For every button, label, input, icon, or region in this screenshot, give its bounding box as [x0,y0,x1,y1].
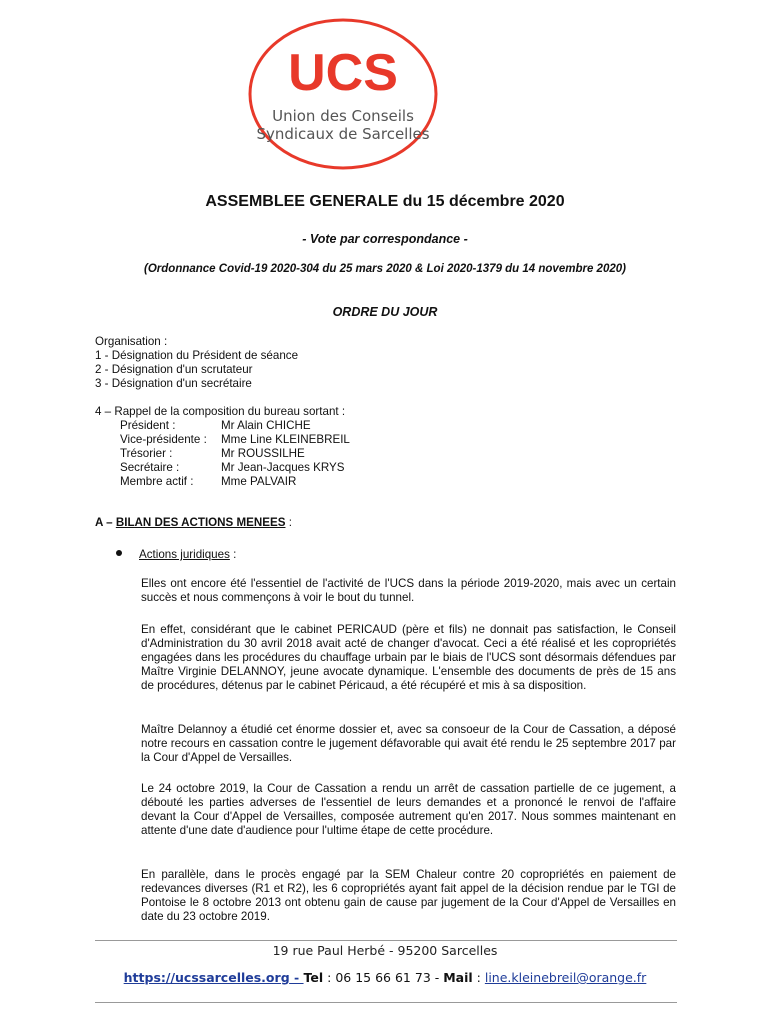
bureau-row [120,461,345,475]
email-link[interactable]: line.kleinebreil@orange.fr [484,970,647,985]
organisation-item: 3 - Désignation d'un secrétaire [95,377,252,390]
bureau-role: Membre actif : [120,475,194,488]
logo-line-1: Union des Conseils [272,107,414,125]
bureau-row [120,419,311,433]
logo-line-2: Syndicaux de Sarcelles [256,125,430,143]
organisation-item: 1 - Désignation du Président de séance [95,349,299,362]
bureau-role: Trésorier : [120,447,173,460]
bureau-row [120,475,296,489]
footer-bottom-divider [95,1002,677,1003]
tel-value: : 06 15 66 61 73 - [323,970,444,985]
bureau-role: Vice-présidente : [120,433,207,446]
website-separator: - [289,970,304,985]
mail-label: Mail [443,970,473,985]
bureau-member: Mr Jean-Jacques KRYS [221,461,345,474]
footer-address: 19 rue Paul Herbé - 95200 Sarcelles [272,943,498,958]
mail-separator: : [472,970,485,985]
bureau-member: Mr Alain CHICHE [221,419,311,432]
tel-label: Tel [303,970,324,985]
document-subtitle: - Vote par correspondance - [302,232,468,246]
paragraph: Maître Delannoy a étudié cet énorme dossier et, avec sa consoeur de la Cour de Cassation, a déposé notre recours en cassation contre le jugement défavorable qui avait été rendu le 25 septembre 2017 par la Cour d'Appel de Versailles. [141,723,676,764]
footer-divider [95,940,677,941]
bureau-role: Président : [120,419,176,432]
bureau-row [120,447,305,461]
bullet-suffix: : [229,548,237,561]
paragraph: En effet, considérant que le cabinet PERICAUD (père et fils) ne donnait pas satisfaction, le Conseil d'Administration du 30 avril 2018 avait acté de changer d'avocat. Ceci a été réalisé et les copropriétés engagées dans les procédures du chauffage urbain par le biais de l'UCS sont désormais défendues par Maître Virginie DELANNOY, jeune avocate dynamique. L'ensemble des documents de près de 15 ans de procédures, détenus par le cabinet Péricaud, a été récupéré et mis à sa disposition. [141,623,676,692]
section-a-heading [95,516,292,530]
bureau-intro: 4 – Rappel de la composition du bureau sortant : [95,405,346,418]
footer-contact [0,970,770,985]
bureau-member: Mr ROUSSILHE [221,447,305,460]
website-link[interactable]: https://ucssarcelles.org [123,970,290,985]
paragraph: Elles ont encore été l'essentiel de l'activité de l'UCS dans la période 2019-2020, mais avec un certain succès et nous commençons à voir le bout du tunnel. [141,577,676,604]
paragraph: Le 24 octobre 2019, la Cour de Cassation a rendu un arrêt de cassation partielle de ce jugement, a débouté les parties adverses de l'essentiel de leurs demandes et a prononcé le renvoi de l'affaire devant la Cour d'Appel de Versailles, composée autrement qu'en 2017. Nous sommes maintenant en attente d'une date d'audience pour l'ultime étape de cette procédure. [141,782,676,837]
paragraph: En parallèle, dans le procès engagé par la SEM Chaleur contre 20 copropriétés en paiement de redevances diverses (R1 et R2), les 6 copropriétés ayant fait appel de la décision rendue par le TGI de Pontoise le 8 octobre 2013 ont obtenu gain de cause par jugement de la Cour d'Appel de Versailles en date du 23 octobre 2019. [141,868,676,923]
bullet-item [116,548,236,562]
bureau-role: Secrétaire : [120,461,180,474]
section-a-suffix: : [285,516,292,529]
bureau-row [120,433,350,447]
agenda-heading: ORDRE DU JOUR [332,305,438,319]
bureau-member: Mme PALVAIR [221,475,297,488]
section-a-prefix: A – [95,516,116,529]
ucs-logo [247,17,439,171]
section-a-title: BILAN DES ACTIONS MENEES [115,516,286,529]
document-title: ASSEMBLEE GENERALE du 15 décembre 2020 [205,193,565,210]
bureau-member: Mme Line KLEINEBREIL [221,433,350,446]
bullet-icon [116,550,122,556]
organisation-item: 2 - Désignation d'un scrutateur [95,363,253,376]
bullet-label: Actions juridiques [139,548,230,561]
logo-acronym: UCS [288,44,398,102]
organisation-block [95,335,298,391]
legal-reference: (Ordonnance Covid-19 2020-304 du 25 mars 2020 & Loi 2020-1379 du 14 novembre 2020) [144,263,626,275]
organisation-label: Organisation : [95,335,168,348]
